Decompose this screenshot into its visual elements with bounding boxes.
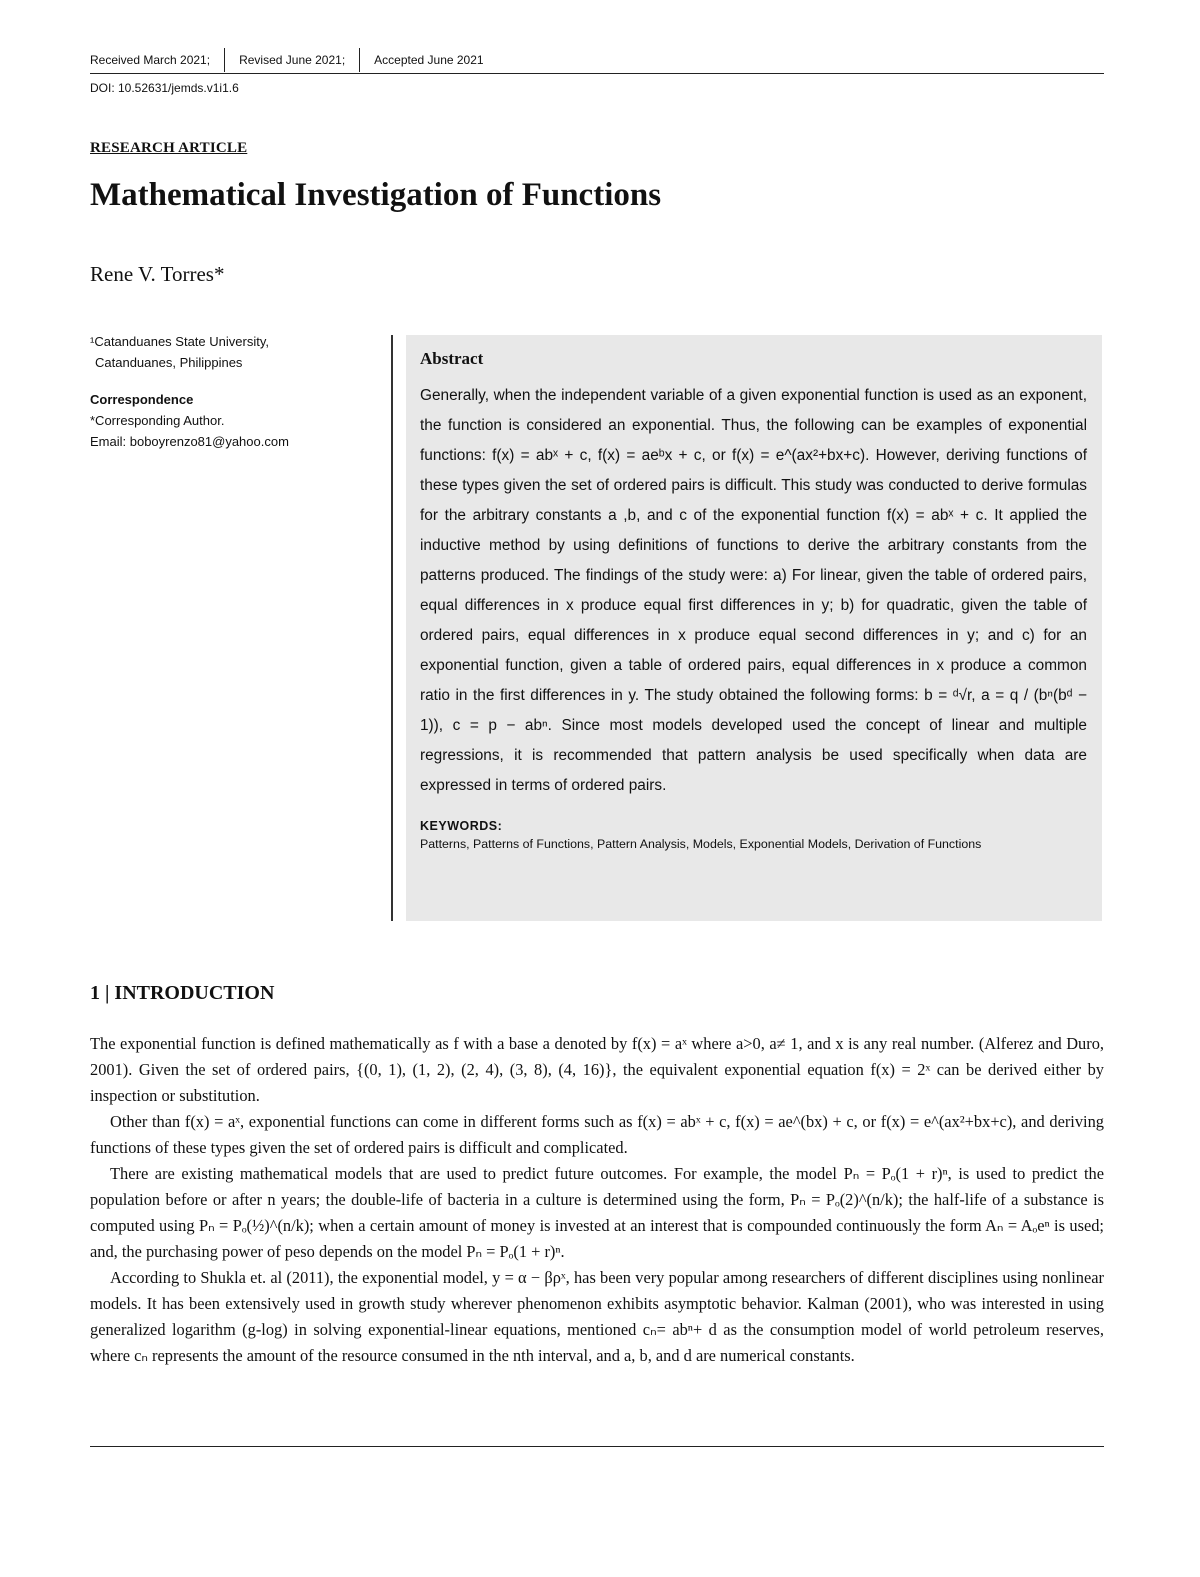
footer-rule: [90, 1446, 1104, 1447]
publication-history: [90, 53, 498, 67]
affiliation-line: ¹Catanduanes State University,: [90, 334, 269, 349]
paragraph: The exponential function is defined mathematically as f with a base a denoted by f(x) = aˣ where a>0, a≠ 1, and x is any real number. (Alferez and Duro, 2001). Given the set of ordered pairs, {(0, 1), (1, 2), (2, 4), (3, 8), (4, 16)}, the equivalent exponential equation f(x) = 2ˣ can be derived either by inspection or substitution.: [90, 1034, 1104, 1105]
article-type: RESEARCH ARTICLE: [90, 140, 248, 156]
paragraph: According to Shukla et. al (2011), the exponential model, y = α − βρˣ, has been very popular among researchers of different disciplines using nonlinear models. It has been extensively used in growth study wherever phenomenon exhibits asymptotic behavior. Kalman (2001), who was interested in using generalized logarithm (g-log) in solving exponential-linear equations, mentioned cₙ= abⁿ+ d as the consumption model of world petroleum reserves, where cₙ represents the amount of the resource consumed in the nth interval, and a, b, and d are numerical constants.: [90, 1268, 1104, 1365]
keywords-text: Patterns, Patterns of Functions, Pattern Analysis, Models, Exponential Models, Derivation of Functions: [420, 837, 982, 851]
received-date: Received March 2021;: [90, 53, 211, 67]
body-text: [90, 1031, 1104, 1369]
section-heading: 1 | INTRODUCTION: [90, 982, 275, 1004]
paper-title: Mathematical Investigation of Functions: [90, 177, 662, 213]
accepted-date: Accepted June 2021: [374, 53, 484, 67]
header-rule: [90, 73, 1104, 74]
abstract-box: [406, 335, 1102, 921]
affiliation-column: [90, 331, 360, 452]
affiliation-line: Catanduanes, Philippines: [95, 355, 243, 370]
separator: [224, 48, 225, 72]
abstract-heading: Abstract: [420, 349, 484, 368]
keywords-label: KEYWORDS:: [420, 819, 503, 833]
correspondence-email: Email: boboyrenzo81@yahoo.com: [90, 434, 289, 449]
separator: [359, 48, 360, 72]
author-name: Rene V. Torres*: [90, 262, 225, 286]
correspondence-line: *Corresponding Author.: [90, 413, 225, 428]
correspondence-heading: Correspondence: [90, 392, 194, 407]
paragraph: There are existing mathematical models that are used to predict future outcomes. For example, the model Pₙ = Pₒ(1 + r)ⁿ, is used to predict the population before or after n years; the double-life of bacteria in a culture is determined using the form, Pₙ = Pₒ(2)^(n/k); the half-life of a substance is computed using Pₙ = Pₒ(½)^(n/k); when a certain amount of money is invested at an interest that is compounded continuously the form Aₙ = Aₒeⁿ is used; and, the purchasing power of peso depends on the model Pₙ = Pₒ(1 + r)ⁿ.: [90, 1164, 1104, 1261]
revised-date: Revised June 2021;: [239, 53, 346, 67]
abstract-divider: [391, 335, 393, 921]
doi: DOI: 10.52631/jemds.v1i1.6: [90, 81, 239, 95]
paragraph: Other than f(x) = aˣ, exponential functions can come in different forms such as f(x) = abˣ + c, f(x) = ae^(bx) + c, or f(x) = e^(ax²+bx+c), and deriving functions of these types given the set of ordered pairs is difficult and complicated.: [90, 1112, 1104, 1157]
abstract-text: Generally, when the independent variable of a given exponential function is used as an exponent, the function is considered an exponential. Thus, the following can be examples of exponential functions: f(x) = abˣ + c, f(x) = aeᵇx + c, or f(x) = e^(ax²+bx+c). However, deriving functions of these types given the set of ordered pairs is difficult. This study was conducted to derive formulas for the arbitrary constants a ,b, and c of the exponential function f(x) = abˣ + c. It applied the inductive method by using definitions of functions to derive the arbitrary constants from the patterns produced. The findings of the study were: a) For linear, given the table of ordered pairs, equal differences in x produce equal first differences in y; b) for quadratic, given the table of ordered pairs, equal differences in x produce equal second differences in y; and c) for an exponential function, given a table of ordered pairs, equal differences in x produce a common ratio in the first differences in y. The study obtained the following forms: b = ᵈ√r, a = q / (bⁿ(bᵈ − 1)), c = p − abⁿ. Since most models developed used the concept of linear and multiple regressions, it is recommended that pattern analysis be used specifically when data are expressed in terms of ordered pairs.: [420, 387, 1087, 794]
